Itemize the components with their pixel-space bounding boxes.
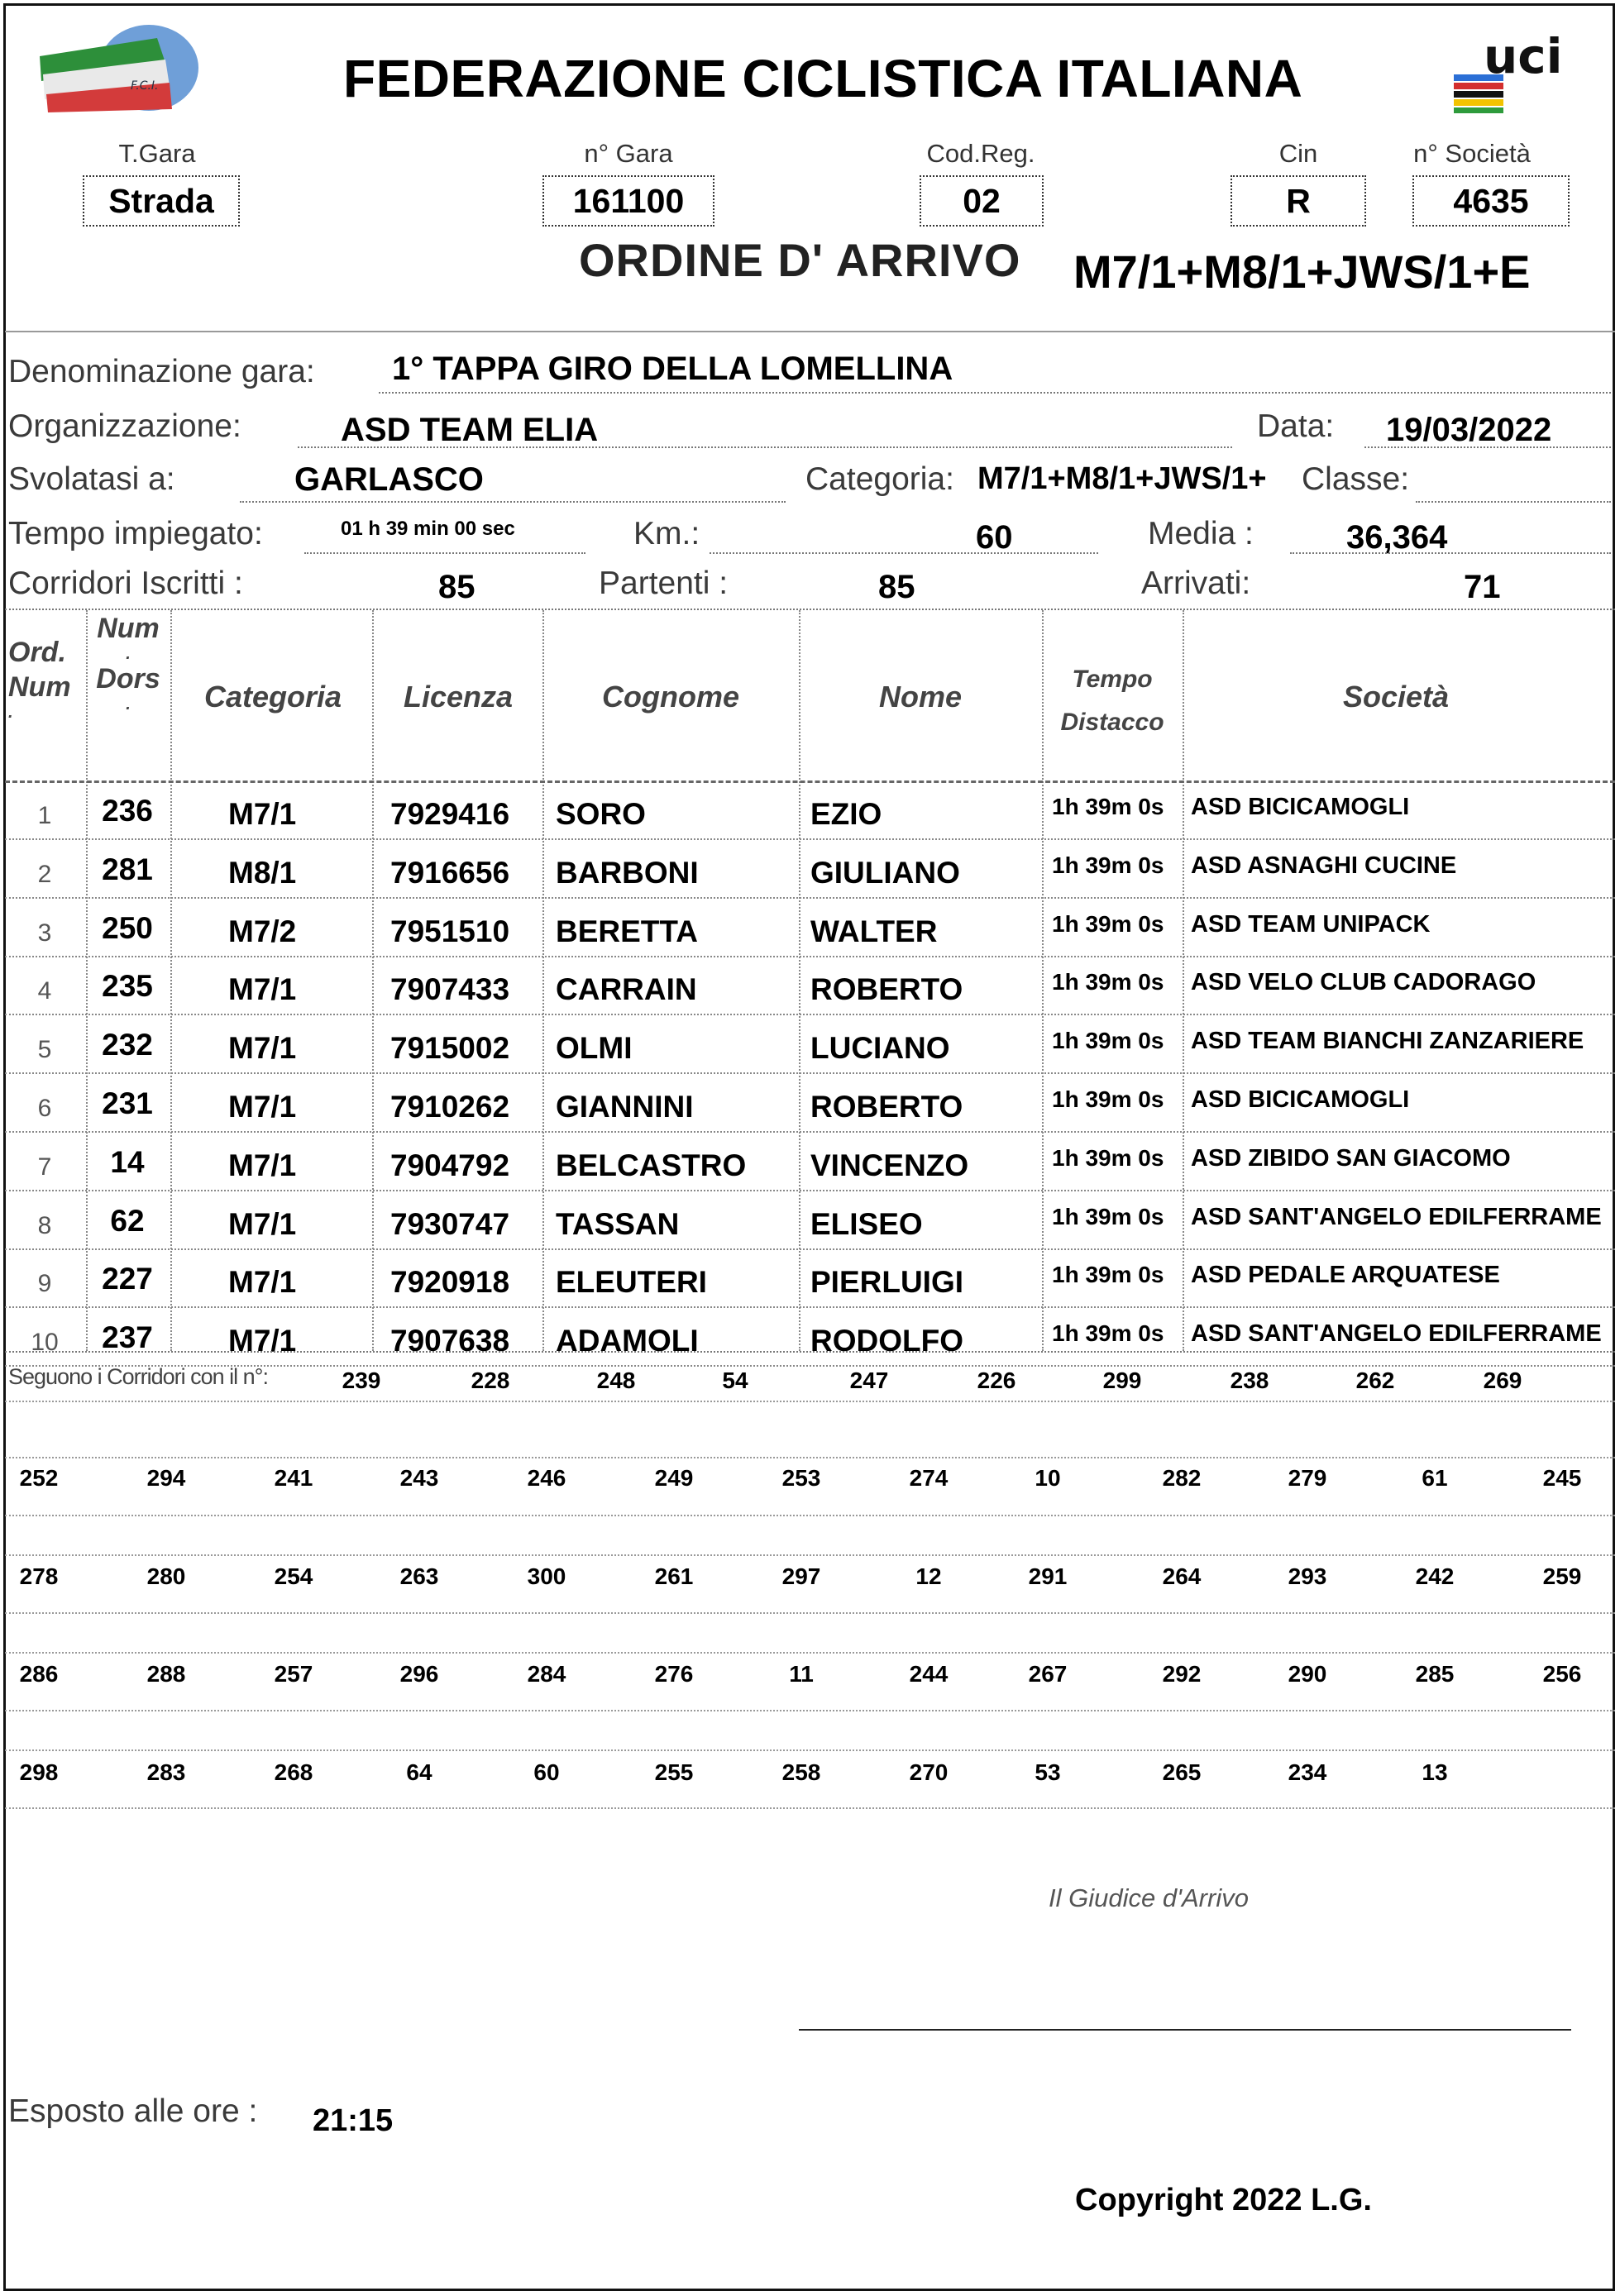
seguono-number: 248 [596,1368,636,1393]
row-tempo: 1h 39m 0s [1052,1086,1164,1112]
seguono-number: 288 [146,1661,186,1687]
col-num-dors: Num . Dors . [96,613,160,714]
cin-label: Cin [1278,139,1318,168]
row-categoria: M7/1 [228,1324,297,1358]
row-nome: ROBERTO [810,1090,963,1124]
row-cognome: ADAMOLI [556,1324,699,1358]
seguono-number: 264 [1162,1563,1202,1589]
seguono-number: 268 [274,1759,313,1785]
seguono-number: 280 [146,1563,186,1589]
row-licenza: 7930747 [390,1206,510,1241]
category-title: M7/1+M8/1+JWS/1+E [1073,246,1531,298]
uci-logo-text: uci [1484,28,1563,84]
row-categoria: M7/2 [228,914,297,948]
cin-value: R [1231,175,1366,227]
seguono-number: 61 [1422,1465,1448,1491]
row-categoria: M7/1 [228,972,297,1007]
svolatasi-label: Svolatasi a: [8,461,175,497]
row-societa: ASD BICICAMOGLI [1191,794,1410,820]
fci-logo [33,23,203,114]
ngara-label: n° Gara [584,139,673,168]
categoria-value: M7/1+M8/1+JWS/1+ [977,461,1267,496]
seguono-number: 286 [19,1661,59,1687]
seguono-number: 258 [781,1759,821,1785]
ngara-value: 161100 [542,175,714,227]
row-ord: 8 [37,1211,52,1239]
seguono-number: 265 [1162,1759,1202,1785]
col-nome: Nome [878,680,963,714]
seguono-number: 244 [909,1661,949,1687]
seguono-number: 278 [19,1563,59,1589]
seguono-number: 239 [342,1368,381,1393]
nsocieta-value: 4635 [1412,175,1570,227]
row-cognome: BERETTA [556,914,698,948]
seguono-number: 299 [1102,1368,1142,1393]
row-societa: ASD TEAM BIANCHI ZANZARIERE [1191,1028,1584,1055]
row-nome: GIULIANO [810,855,960,890]
seguono-number: 247 [849,1368,889,1393]
row-num: 231 [102,1086,153,1120]
row-categoria: M7/1 [228,797,297,831]
row-licenza: 7929416 [390,797,510,831]
km-label: Km.: [633,516,700,551]
seguono-number: 298 [19,1759,59,1785]
tgara-label: T.Gara [118,139,196,168]
row-tempo: 1h 39m 0s [1052,1144,1164,1171]
media-label: Media : [1148,516,1254,551]
row-nome: RODOLFO [810,1324,963,1358]
seguono-number: 274 [909,1465,949,1491]
row-num: 236 [102,794,153,828]
media-value: 36,364 [1346,519,1448,556]
partenti-label: Partenti : [599,566,729,601]
partenti-value: 85 [878,569,915,605]
row-cognome: BELCASTRO [556,1148,747,1182]
seguono-number: 263 [399,1563,439,1589]
seguono-number: 64 [406,1759,432,1785]
seguono-number: 269 [1483,1368,1522,1393]
row-nome: EZIO [810,797,882,831]
seguono-number: 291 [1028,1563,1068,1589]
row-ord: 3 [37,919,52,947]
seguono-number: 252 [19,1465,59,1491]
row-num: 235 [102,969,153,1004]
row-num: 250 [102,910,153,945]
seguono-number: 294 [146,1465,186,1491]
row-ord: 2 [37,860,52,888]
seguono-number: 228 [471,1368,510,1393]
row-cognome: BARBONI [556,855,699,890]
seguono-number: 267 [1028,1661,1068,1687]
federation-title: FEDERAZIONE CICLISTICA ITALIANA [343,49,1303,108]
seguono-number: 270 [909,1759,949,1785]
row-num: 227 [102,1262,153,1296]
row-tempo: 1h 39m 0s [1052,1028,1164,1054]
iscritti-label: Corridori Iscritti : [8,566,243,601]
seguono-number: 246 [527,1465,566,1491]
seguono-number: 238 [1230,1368,1269,1393]
row-tempo: 1h 39m 0s [1052,1203,1164,1229]
row-cognome: CARRAIN [556,972,697,1007]
row-societa: ASD SANT'ANGELO EDILFERRAME [1191,1320,1602,1348]
row-categoria: M8/1 [228,855,297,890]
row-categoria: M7/1 [228,1031,297,1066]
row-licenza: 7915002 [390,1031,510,1066]
seguono-number: 257 [274,1661,313,1687]
row-societa: ASD PEDALE ARQUATESE [1191,1262,1500,1289]
esposto-label: Esposto alle ore : [8,2093,258,2129]
giudice-label: Il Giudice d'Arrivo [1049,1883,1249,1912]
seguono-number: 10 [1035,1465,1061,1491]
row-tempo: 1h 39m 0s [1052,852,1164,878]
row-categoria: M7/1 [228,1265,297,1300]
row-cognome: TASSAN [556,1206,680,1241]
seguono-number: 253 [781,1465,821,1491]
row-licenza: 7904792 [390,1148,510,1182]
row-nome: ROBERTO [810,972,963,1007]
seguono-number: 276 [654,1661,694,1687]
row-categoria: M7/1 [228,1148,297,1182]
row-licenza: 7951510 [390,914,510,948]
row-num: 281 [102,852,153,886]
row-societa: ASD ZIBIDO SAN GIACOMO [1191,1144,1511,1172]
col-licenza: Licenza [403,680,514,714]
organizzazione-label: Organizzazione: [8,408,241,444]
seguono-number: 293 [1288,1563,1327,1589]
col-tempo: Tempo Distacco [1060,666,1164,736]
row-nome: VINCENZO [810,1148,969,1182]
seguono-label: Seguono i Corridori con il n°: [8,1364,268,1389]
seguono-number: 284 [527,1661,566,1687]
seguono-number: 234 [1288,1759,1327,1785]
seguono-number: 283 [146,1759,186,1785]
categoria-label: Categoria: [805,461,954,497]
seguono-number: 292 [1162,1661,1202,1687]
seguono-number: 245 [1542,1465,1582,1491]
row-num: 14 [110,1144,145,1179]
signature-line [799,2029,1571,2031]
uci-logo [1449,23,1589,114]
row-categoria: M7/1 [228,1090,297,1124]
seguono-number: 262 [1355,1368,1395,1393]
seguono-number: 11 [789,1661,814,1687]
tgara-value: Strada [83,175,240,227]
row-ord: 1 [37,802,52,829]
row-societa: ASD VELO CLUB CADORAGO [1191,969,1536,996]
classe-label: Classe: [1302,461,1410,497]
row-ord: 4 [37,977,52,1005]
seguono-number: 242 [1415,1563,1455,1589]
row-tempo: 1h 39m 0s [1052,1320,1164,1347]
seguono-number: 290 [1288,1661,1327,1687]
seguono-number: 12 [915,1563,942,1589]
seguono-number: 297 [781,1563,821,1589]
row-tempo: 1h 39m 0s [1052,1262,1164,1288]
row-cognome: OLMI [556,1031,633,1066]
row-tempo: 1h 39m 0s [1052,969,1164,995]
organizzazione-value: ASD TEAM ELIA [341,412,599,448]
fci-logo-text: F.C.I. [131,79,159,93]
arrivati-value: 71 [1464,569,1501,605]
svolatasi-value: GARLASCO [294,461,484,498]
seguono-number: 300 [527,1563,566,1589]
seguono-number: 256 [1542,1661,1582,1687]
document-title: ORDINE D' ARRIVO [579,234,1021,286]
row-num: 237 [102,1320,153,1355]
seguono-number: 53 [1035,1759,1061,1785]
seguono-number: 54 [722,1368,748,1393]
seguono-number: 243 [399,1465,439,1491]
seguono-number: 241 [274,1465,313,1491]
col-ord: Ord. Num . [8,637,71,722]
nsocieta-label: n° Società [1413,139,1531,168]
row-ord: 6 [37,1095,52,1122]
row-licenza: 7916656 [390,855,510,890]
row-cognome: ELEUTERI [556,1265,707,1300]
row-ord: 10 [31,1329,59,1357]
row-categoria: M7/1 [228,1206,297,1241]
iscritti-value: 85 [438,569,475,605]
row-cognome: GIANNINI [556,1090,694,1124]
seguono-number: 279 [1288,1465,1327,1491]
row-ord: 7 [37,1153,52,1181]
row-licenza: 7920918 [390,1265,510,1300]
tempo-label: Tempo impiegato: [8,516,263,551]
seguono-number: 261 [654,1563,694,1589]
row-num: 62 [110,1203,145,1238]
row-ord: 5 [37,1036,52,1064]
esposto-value: 21:15 [313,2103,394,2138]
row-societa: ASD SANT'ANGELO EDILFERRAME [1191,1203,1602,1230]
col-categoria: Categoria [203,680,342,714]
seguono-number: 60 [533,1759,560,1785]
seguono-number: 282 [1162,1465,1202,1491]
row-num: 232 [102,1028,153,1062]
seguono-number: 255 [654,1759,694,1785]
row-nome: WALTER [810,914,938,948]
data-value: 19/03/2022 [1386,412,1552,448]
row-nome: LUCIANO [810,1031,950,1066]
seguono-number: 259 [1542,1563,1582,1589]
km-value: 60 [976,519,1013,556]
seguono-number: 226 [977,1368,1016,1393]
seguono-number: 254 [274,1563,313,1589]
row-licenza: 7907638 [390,1324,510,1358]
codreg-label: Cod.Reg. [926,139,1035,168]
seguono-number: 249 [654,1465,694,1491]
row-licenza: 7907433 [390,972,510,1007]
denominazione-label: Denominazione gara: [8,354,315,389]
seguono-number: 285 [1415,1661,1455,1687]
tempo-value: 01 h 39 min 00 sec [341,518,515,540]
row-tempo: 1h 39m 0s [1052,910,1164,937]
row-nome: ELISEO [810,1206,923,1241]
col-societa: Società [1342,680,1450,714]
row-nome: PIERLUIGI [810,1265,964,1300]
row-societa: ASD BICICAMOGLI [1191,1086,1410,1113]
row-societa: ASD ASNAGHI CUCINE [1191,852,1457,879]
row-societa: ASD TEAM UNIPACK [1191,910,1431,938]
data-label: Data: [1257,408,1335,444]
seguono-number: 296 [399,1661,439,1687]
col-cognome: Cognome [602,680,739,714]
denominazione-value: 1° TAPPA GIRO DELLA LOMELLINA [392,351,953,387]
arrivati-label: Arrivati: [1141,566,1251,601]
row-cognome: SORO [556,797,646,831]
codreg-value: 02 [920,175,1044,227]
row-ord: 9 [37,1270,52,1298]
row-licenza: 7910262 [390,1090,510,1124]
seguono-number: 13 [1422,1759,1448,1785]
copyright: Copyright 2022 L.G. [1075,2183,1372,2217]
row-tempo: 1h 39m 0s [1052,794,1164,819]
